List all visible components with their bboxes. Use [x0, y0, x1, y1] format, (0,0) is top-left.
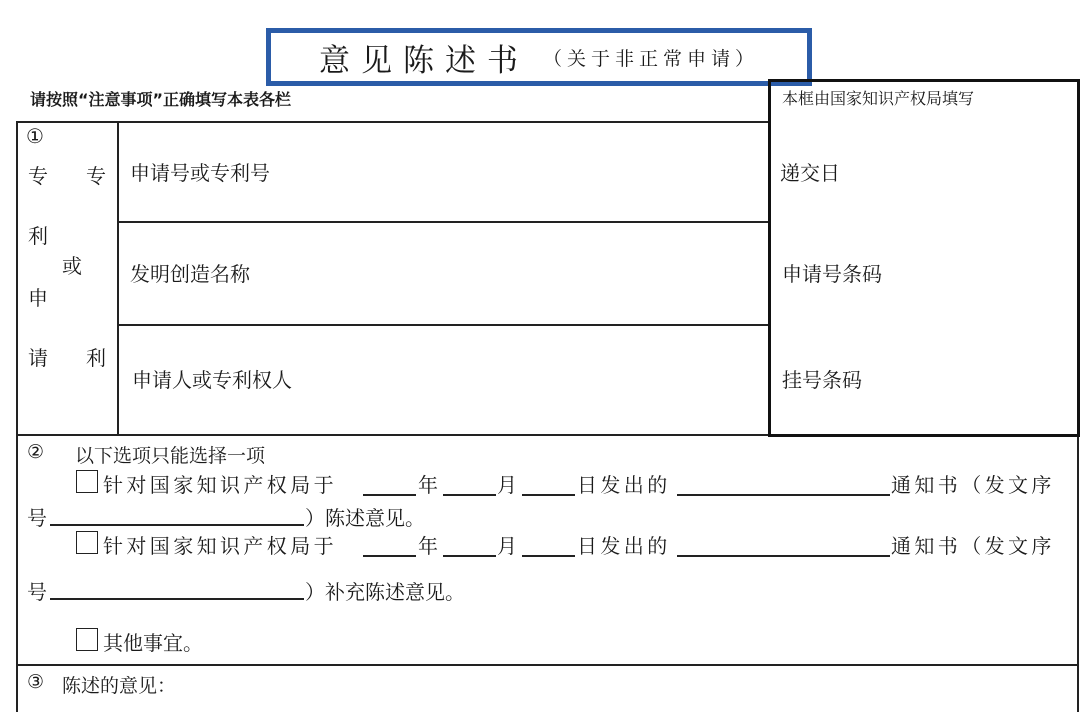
option2-year-blank[interactable]	[363, 555, 416, 557]
option2-day-blank[interactable]	[522, 555, 575, 557]
option1-checkbox[interactable]	[76, 470, 98, 493]
side-label-char: 专	[28, 164, 48, 188]
application-barcode-label: 申请号条码	[782, 262, 882, 286]
side-label-char: 利	[28, 224, 48, 248]
option2-docno-label: 号	[27, 580, 47, 604]
option3-checkbox[interactable]	[76, 628, 98, 651]
section2-number: ②	[27, 441, 45, 463]
section-divider-3	[16, 664, 1078, 666]
fill-instruction: 请按照“注意事项”正确填写本表各栏	[30, 90, 292, 109]
option2-suffix: ）补充陈述意见。	[305, 580, 465, 604]
section3-heading: 陈述的意见：	[62, 675, 177, 697]
option1-suffix: ）陈述意见。	[305, 506, 425, 530]
row-divider-1	[117, 221, 770, 223]
option1-month-blank[interactable]	[443, 494, 496, 496]
option1-day-label: 日发出的	[577, 473, 671, 497]
option2-notice-blank[interactable]	[677, 555, 890, 557]
side-label-char: 利	[86, 346, 106, 370]
side-label-char: 或	[62, 254, 82, 278]
registration-barcode-label: 挂号条码	[782, 368, 862, 392]
option2-month-label: 月	[497, 534, 517, 558]
option1-month-label: 月	[497, 473, 517, 497]
side-label-char: 专	[86, 164, 106, 188]
option1-docno-blank[interactable]	[50, 524, 304, 526]
option1-docno-label: 号	[27, 506, 47, 530]
section1-number: ①	[26, 124, 44, 148]
option1-notice-blank[interactable]	[677, 494, 890, 496]
table-right-border	[1077, 436, 1079, 712]
option2-docno-blank[interactable]	[50, 598, 304, 600]
table-left-border	[16, 121, 18, 712]
applicant-label: 申请人或专利权人	[132, 368, 292, 392]
option1-day-blank[interactable]	[522, 494, 575, 496]
option2-year-label: 年	[418, 534, 438, 558]
option1-year-label: 年	[418, 473, 438, 497]
section1-divider	[117, 121, 119, 434]
table-top-border	[16, 121, 770, 123]
side-label-char: 申	[28, 286, 48, 310]
option3-label: 其他事宜。	[103, 631, 203, 655]
option1-prefix: 针对国家知识产权局于	[103, 473, 337, 497]
option2-prefix: 针对国家知识产权局于	[103, 534, 337, 558]
application-number-label: 申请号或专利号	[130, 161, 270, 185]
title-box	[266, 28, 812, 86]
option1-notice-label: 通知书（发文序	[891, 473, 1055, 497]
form-subtitle: （关于非正常申请）	[542, 47, 759, 70]
option2-month-blank[interactable]	[443, 555, 496, 557]
section2-heading: 以下选项只能选择一项	[75, 445, 266, 467]
option1-year-blank[interactable]	[363, 494, 416, 496]
row-divider-2	[117, 324, 770, 326]
form-title: 意见陈述书	[318, 42, 529, 79]
invention-name-label: 发明创造名称	[130, 262, 250, 286]
option2-day-label: 日发出的	[577, 534, 671, 558]
section3-number: ③	[27, 671, 45, 693]
option2-checkbox[interactable]	[76, 531, 98, 554]
office-use-note: 本框由国家知识产权局填写	[782, 86, 974, 109]
submit-date-label: 递交日	[780, 161, 840, 185]
option2-notice-label: 通知书（发文序	[891, 534, 1055, 558]
side-label-char: 请	[28, 346, 48, 370]
